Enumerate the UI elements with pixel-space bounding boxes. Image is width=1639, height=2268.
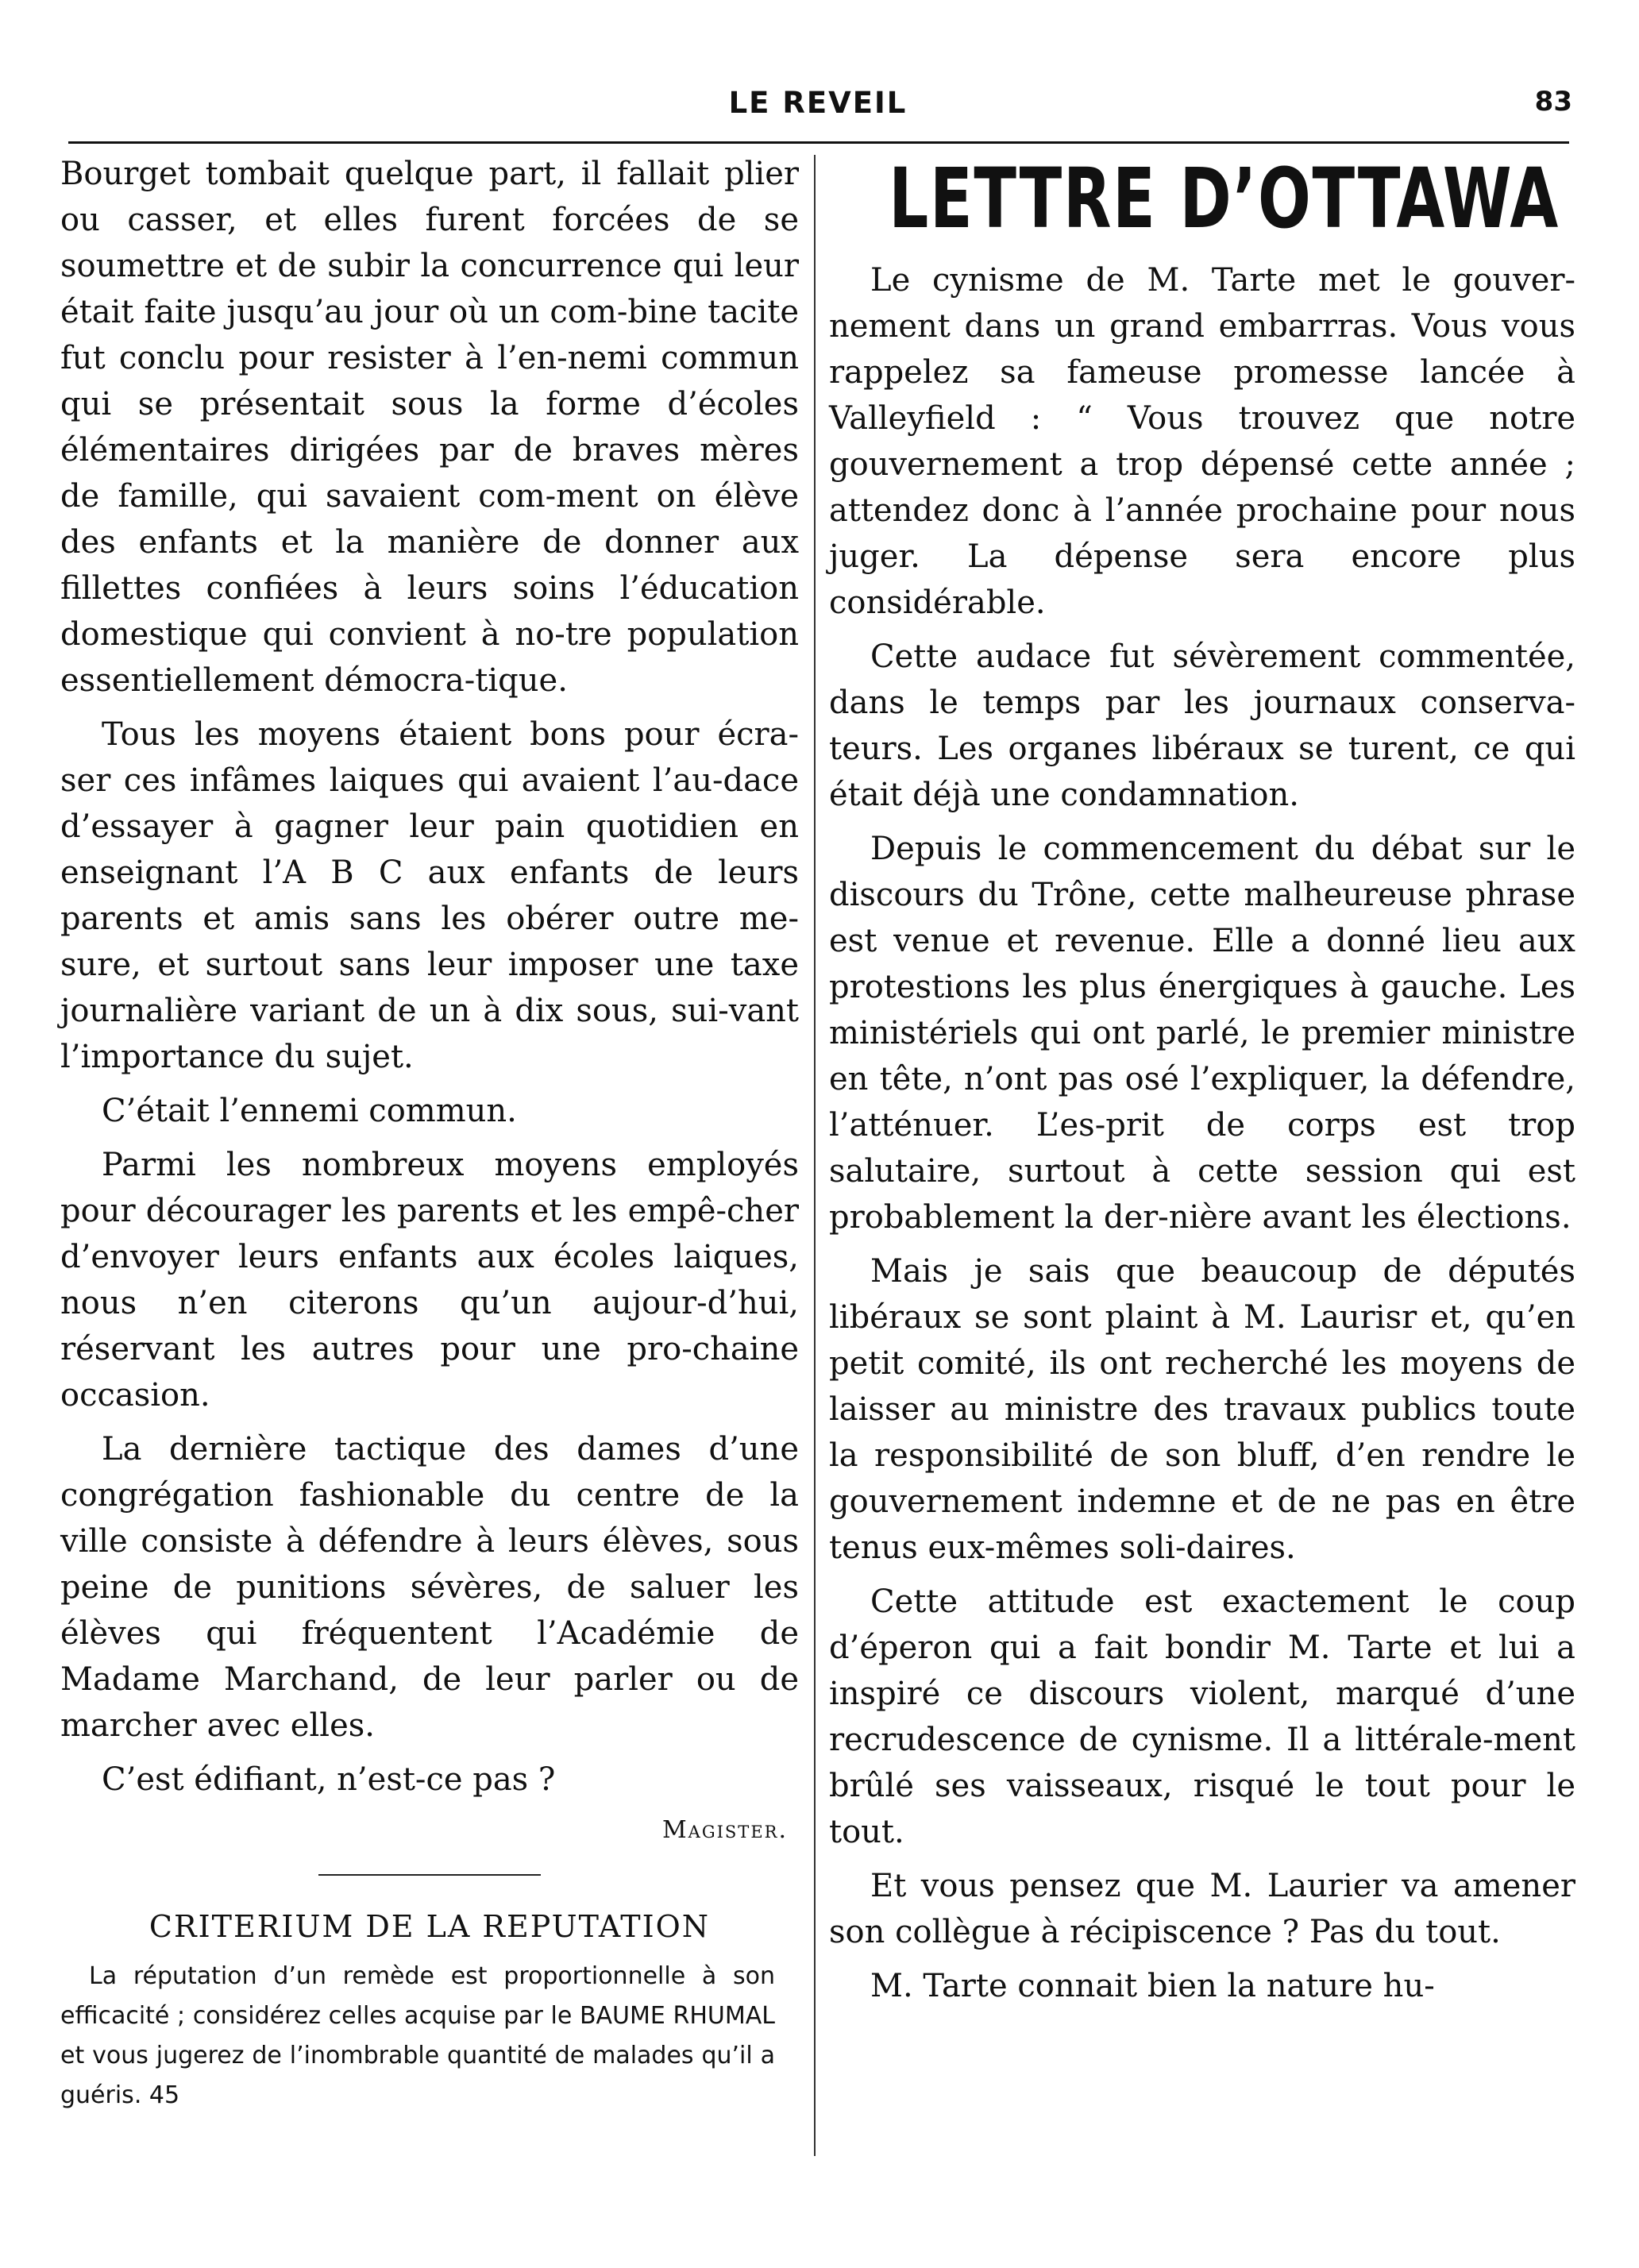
left-paragraph-4: Parmi les nombreux moyens employés pour décourager les parents et les empê-cher d’envoyer leurs enfants aux écoles laiques, nous n’en citerons qu’un aujour-d’hui, réservant les autres pour une pro-chaine occasion. xyxy=(60,1147,799,1414)
advertisement xyxy=(60,1906,799,2116)
article-signature: Magister. xyxy=(661,1816,788,1844)
running-head: LE REVEIL xyxy=(728,86,908,120)
right-paragraph-2: Cette audace fut sévèrement commentée, dans le temps par les journaux conserva-teurs. Les organes libéraux se turent, ce qui était déjà une condamnation. xyxy=(829,638,1575,813)
left-paragraph-3: C’était l’ennemi commun. xyxy=(102,1093,517,1129)
left-paragraph-6: C’est édifiant, n’est-ce pas ? xyxy=(102,1761,556,1798)
column-divider xyxy=(814,155,816,2156)
right-paragraph-4: Mais je sais que beaucoup de députés libéraux se sont plaint à M. Laurisr et, qu’en petit comité, ils ont recherché les moyens de laisser au ministre des travaux publics toute la responsibilité de son bluff, d’en rendre le gouvernement indemne et de ne pas en être tenus eux-mêmes soli-daires. xyxy=(829,1253,1575,1566)
left-paragraph-2: Tous les moyens étaient bons pour écra-ser ces infâmes laiques qui avaient l’au-dace d’essayer à gagner leur pain quotidien en enseignant l’A B C aux enfants de leurs parents et amis sans les obérer outre me-sure, et surtout sans leur imposer une taxe journalière variant de un à dix sous, sui-vant l’importance du sujet. xyxy=(60,716,799,1075)
right-paragraph-5: Cette attitude est exactement le coup d’éperon qui a fait bondir M. Tarte et lui a inspiré ce discours violent, marqué d’une recrudescence de cynisme. Il a littérale-ment brûlé ses vaisseaux, risqué le tout pour le tout. xyxy=(829,1583,1575,1850)
right-paragraph-7: M. Tarte connait bien la nature hu- xyxy=(870,1968,1435,2004)
advertisement-title: CRITERIUM DE LA REPUTATION xyxy=(148,1909,711,1944)
right-column xyxy=(829,151,1575,2017)
page-number: 83 xyxy=(1534,86,1572,118)
left-paragraph-5: La dernière tactique des dames d’une congrégation fashionable du centre de la ville consiste à défendre à leurs élèves, sous peine de punitions sévères, de saluer les élèves qui fréquentent l’Académie de Madame Marchand, de leur parler ou de marcher avec elles. xyxy=(60,1431,799,1744)
article-title: LETTRE D’OTTAWA xyxy=(889,150,1560,247)
right-paragraph-6: Et vous pensez que M. Laurier va amener son collègue à récipiscence ? Pas du tout. xyxy=(829,1868,1575,1950)
right-paragraph-1: Le cynisme de M. Tarte met le gouver-nement dans un grand embarrras. Vous vous rappelez sa fameuse promesse lancée à Valleyfield : “ Vous trouvez que notre gouvernement a trop dépensé cette année ; attendez donc à l’année prochaine pour nous juger. La dépense sera encore plus considérable. xyxy=(829,262,1575,621)
left-column xyxy=(60,151,799,2116)
left-paragraph-1: Bourget tombait quelque part, il fallait plier ou casser, et elles furent forcées de se soumettre et de subir la concurrence qui leur était faite jusqu’au jour où un com-bine tacite fut conclu pour resister à l’en-nemi commun qui se présentait sous la forme d’écoles élémentaires dirigées par de braves mères de famille, qui savaient com-ment on élève des enfants et la manière de donner aux fillettes confiées à leurs soins l’éducation domestique qui convient à no-tre population essentiellement démocra-tique. xyxy=(60,156,799,699)
advertisement-body: La réputation d’un remède est proportionnelle à son efficacité ; considérez celles acquise par le BAUME RHUMAL et vous jugerez de l’inombrable quantité de malades qu’il a guéris. 45 xyxy=(60,1962,775,2109)
section-divider xyxy=(318,1874,541,1876)
header-rule xyxy=(68,141,1569,144)
right-paragraph-3: Depuis le commencement du débat sur le discours du Trône, cette malheureuse phrase est venue et revenue. Elle a donné lieu aux protestions les plus énergiques à gauche. Les ministériels qui ont parlé, le premier ministre en tête, n’ont pas osé l’expliquer, la défendre, l’atténuer. L’es-prit de corps est trop salutaire, surtout à cette session qui est probablement la der-nière avant les élections. xyxy=(829,831,1575,1236)
page-header xyxy=(64,79,1572,135)
